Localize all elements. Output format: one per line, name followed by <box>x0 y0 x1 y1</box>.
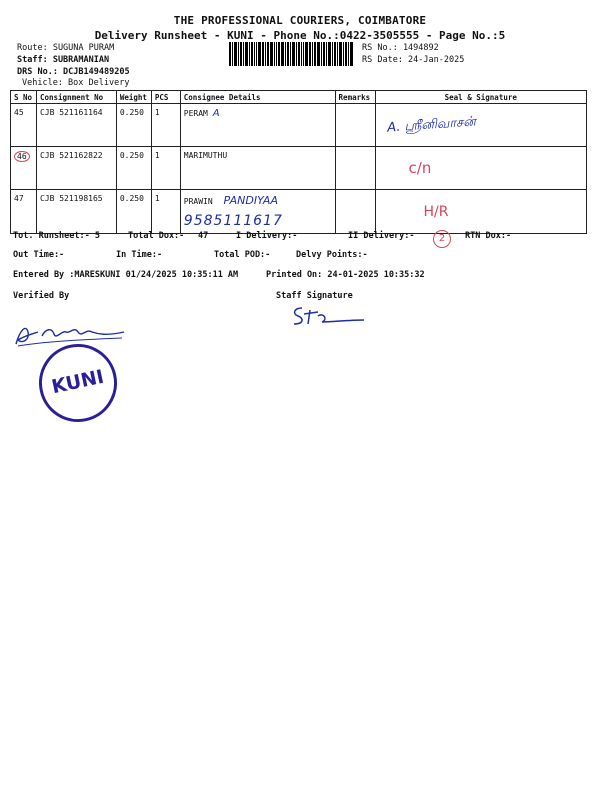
cell-consignment: CJB 521162822 <box>36 147 116 190</box>
table-row <box>11 147 587 190</box>
circled-sno: 46 <box>14 151 30 162</box>
barcode <box>229 42 353 66</box>
rtn-dox-label: RTN Dox:- <box>465 231 512 241</box>
handwritten-phone: 9585111617 <box>183 213 283 229</box>
cell-remarks <box>335 190 375 234</box>
col-header-sno: S No <box>11 91 37 104</box>
cell-consignment: CJB 521198165 <box>36 190 116 234</box>
consignee-name: PRAWIN <box>183 197 213 206</box>
handwritten-ii-delivery-count: 2 <box>433 230 451 248</box>
consignee-name: MARIMUTHU <box>183 151 228 160</box>
i-delivery-label: I Delivery:- <box>236 231 298 241</box>
cell-consignment: CJB 521161164 <box>36 104 116 147</box>
col-header-consignee: Consignee Details <box>180 91 335 104</box>
delvy-points-label: Delvy Points:- <box>296 250 368 260</box>
route-label: Route: SUGUNA PURAM <box>17 43 115 53</box>
handwritten-note: c/n <box>408 159 432 177</box>
tot-runsheet-label: Tot. Runsheet:- 5 <box>13 231 100 241</box>
handwritten-signature: A. ஸ்ரீனிவாசன் <box>386 114 476 136</box>
cell-remarks <box>335 147 375 190</box>
in-time-label: In Time:- <box>116 250 163 260</box>
vehicle-label: Vehicle: Box Delivery <box>22 78 130 88</box>
out-time-label: Out Time:- <box>13 250 65 260</box>
printed-on-label: Printed On: 24-01-2025 10:35:32 <box>266 270 425 280</box>
cell-sno: 45 <box>11 104 37 147</box>
handwritten-consignee-name: PANDIYAA <box>223 194 278 207</box>
total-pod-label: Total POD:- <box>214 250 271 260</box>
cell-pcs: 1 <box>151 147 180 190</box>
cell-weight: 0.250 <box>116 147 151 190</box>
cell-remarks <box>335 104 375 147</box>
rs-date-label: RS Date: 24-Jan-2025 <box>362 55 465 65</box>
handwritten-note: H/R <box>423 204 449 220</box>
cell-sno <box>11 147 37 190</box>
total-dox-value: 47 <box>198 231 209 241</box>
cell-weight: 0.250 <box>116 190 151 234</box>
document-title: THE PROFESSIONAL COURIERS, COIMBATORE <box>173 14 427 27</box>
col-header-pcs: PCS <box>151 91 180 104</box>
verified-by-label: Verified By <box>13 291 70 301</box>
runsheet-table <box>10 90 587 234</box>
rs-no-label: RS No.: 1494892 <box>362 43 439 53</box>
staff-label: Staff: SUBRAMANIAN <box>17 55 110 65</box>
col-header-consignment: Consignment No <box>36 91 116 104</box>
document-subtitle: Delivery Runsheet - KUNI - Phone No.:0422-3505555 - Page No.:5 <box>94 29 506 42</box>
cell-signature <box>375 104 586 147</box>
stamp-text: KUNI <box>49 365 106 399</box>
staff-signature-label: Staff Signature <box>276 291 353 301</box>
ii-delivery-label: II Delivery:- <box>348 231 415 241</box>
col-header-remarks: Remarks <box>335 91 375 104</box>
cell-pcs: 1 <box>151 104 180 147</box>
cell-signature <box>375 190 586 234</box>
table-header-row <box>11 91 587 104</box>
cell-pcs: 1 <box>151 190 180 234</box>
total-dox-label: Total Dox:- <box>128 231 185 241</box>
cell-sno: 47 <box>11 190 37 234</box>
table-row <box>11 104 587 147</box>
entered-by-label: Entered By :MARESKUNI 01/24/2025 10:35:11 AM <box>13 270 239 280</box>
handwritten-initial: A <box>212 108 220 119</box>
cell-consignee <box>180 104 335 147</box>
cell-signature <box>375 147 586 190</box>
staff-signature-mark <box>288 302 368 328</box>
cell-weight: 0.250 <box>116 104 151 147</box>
cell-consignee <box>180 147 335 190</box>
col-header-weight: Weight <box>116 91 151 104</box>
cell-consignee <box>180 190 335 234</box>
drs-label: DRS No.: DCJB149489205 <box>17 67 130 77</box>
col-header-signature: Seal & Signature <box>375 91 586 104</box>
table-row <box>11 190 587 234</box>
consignee-name: PERAM <box>183 109 208 118</box>
